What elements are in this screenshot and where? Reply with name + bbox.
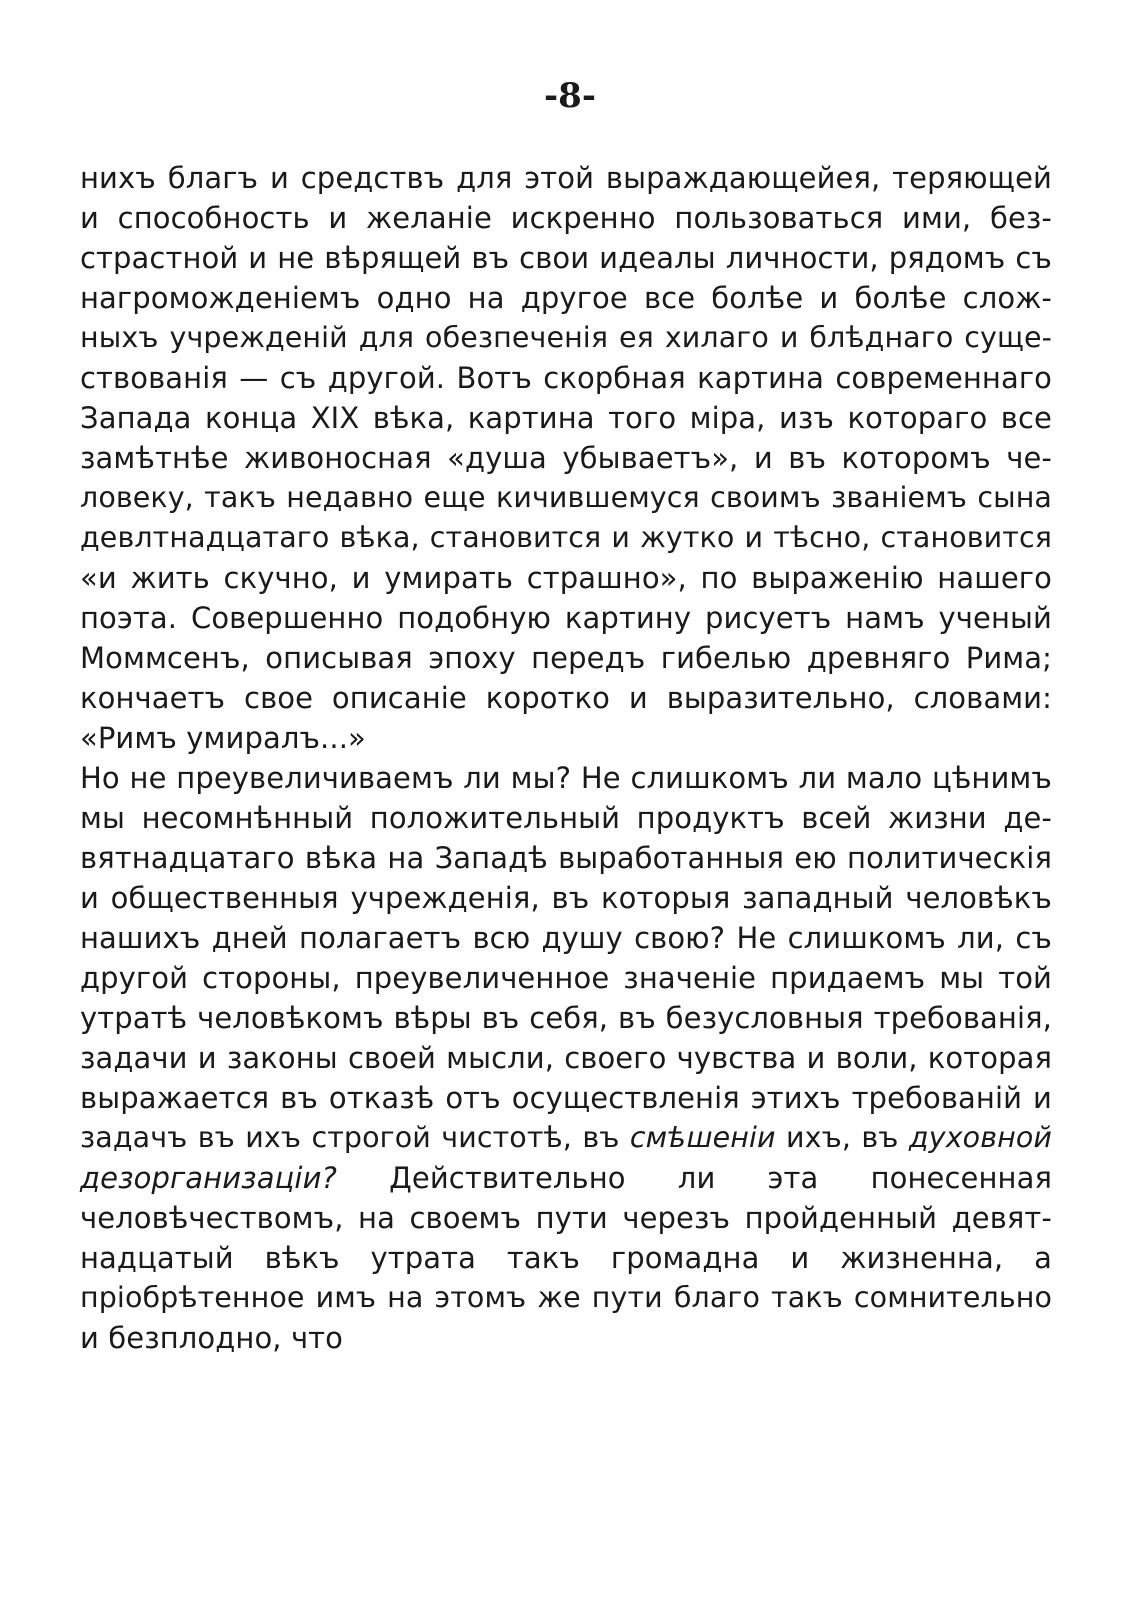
text-line: страстной и не вѣрящей въ свои идеалы личности, рядомъ съ <box>80 241 1052 275</box>
italic-segment: дезорганизаціи? <box>80 1161 338 1195</box>
text-line: выражается въ отказѣ отъ осуществленія этихъ требованій и <box>80 1081 1052 1115</box>
text-line: нашихъ дней полагаетъ всю душу свою? Не слишкомъ ли, съ <box>80 921 1052 955</box>
text-line: и общественныя учрежденія, въ которыя западный человѣкъ <box>80 881 1052 915</box>
text-segment: задачъ въ ихъ строгой чистотѣ, въ <box>80 1121 630 1154</box>
text-line: кончаетъ свое описаніе коротко и выразительно, словами: <box>80 681 1052 715</box>
paragraph-end-line: и безплодно, что <box>80 1321 344 1355</box>
text-line: замѣтнѣе живоносная «душа убываетъ», и въ которомъ че- <box>80 441 1052 475</box>
text-line: мы несомнѣнный положительный продуктъ всей жизни де- <box>80 801 1052 835</box>
text-line: Но не преувеличиваемъ ли мы? Не слишкомъ ли мало цѣнимъ <box>80 761 1052 795</box>
text-line: другой стороны, преувеличенное значеніе придаемъ мы той <box>80 961 1052 995</box>
text-line-with-italics <box>80 1158 1052 1198</box>
text-line-with-italics <box>80 1118 1052 1158</box>
text-line: ловеку, такъ недавно еще кичившемуся своимъ званіемъ сына <box>80 481 1052 514</box>
text-line: утратѣ человѣкомъ вѣры въ себя, въ безусловныя требованія, <box>80 1001 1052 1035</box>
text-line: нагроможденіемъ одно на другое все болѣе и болѣе слож- <box>80 281 1052 315</box>
text-line: задачи и законы своей мысли, своего чувства и воли, которая <box>80 1041 1052 1075</box>
text-line: девлтнадцатаго вѣка, становится и жутко и тѣсно, становится <box>80 521 1052 554</box>
paragraph-end-line: «Римъ умиралъ...» <box>80 721 366 755</box>
text-line: «и жить скучно, и умирать страшно», по выраженію нашего <box>80 561 1052 595</box>
text-line: Моммсенъ, описывая эпоху передъ гибелью древняго Рима; <box>80 641 1052 675</box>
page-number: -8- <box>544 76 596 116</box>
text-line: пріобрѣтенное имъ на этомъ же пути благо такъ сомнительно <box>80 1281 1052 1314</box>
text-segment: Действительно ли эта понесенная <box>337 1161 1052 1195</box>
text-line: нихъ благъ и средствъ для этой выраждающейея, теряющей <box>80 161 1052 195</box>
italic-segment: духовной <box>908 1121 1052 1154</box>
text-line: и способность и желаніе искренно пользоваться ими, без- <box>80 201 1052 235</box>
text-segment: ихъ, въ <box>775 1121 909 1154</box>
body-text <box>80 158 1052 1358</box>
text-line: надцатый вѣкъ утрата такъ громадна и жизненна, а <box>80 1241 1052 1275</box>
text-line: человѣчествомъ, на своемъ пути черезъ пройденный девят- <box>80 1201 1052 1235</box>
text-line: Запада конца XIX вѣка, картина того міра, изъ котораго все <box>80 401 1052 435</box>
text-line: ныхъ учрежденій для обезпеченія ея хилаго и блѣднаго суще- <box>80 321 1052 354</box>
text-line: поэта. Совершенно подобную картину рисуетъ намъ ученый <box>80 601 1052 635</box>
italic-segment: смѣшеніи <box>629 1121 776 1154</box>
text-line: ствованія — съ другой. Вотъ скорбная картина современнаго <box>80 361 1052 395</box>
text-line: вятнадцатаго вѣка на Западѣ выработанныя ею политическія <box>80 841 1052 875</box>
